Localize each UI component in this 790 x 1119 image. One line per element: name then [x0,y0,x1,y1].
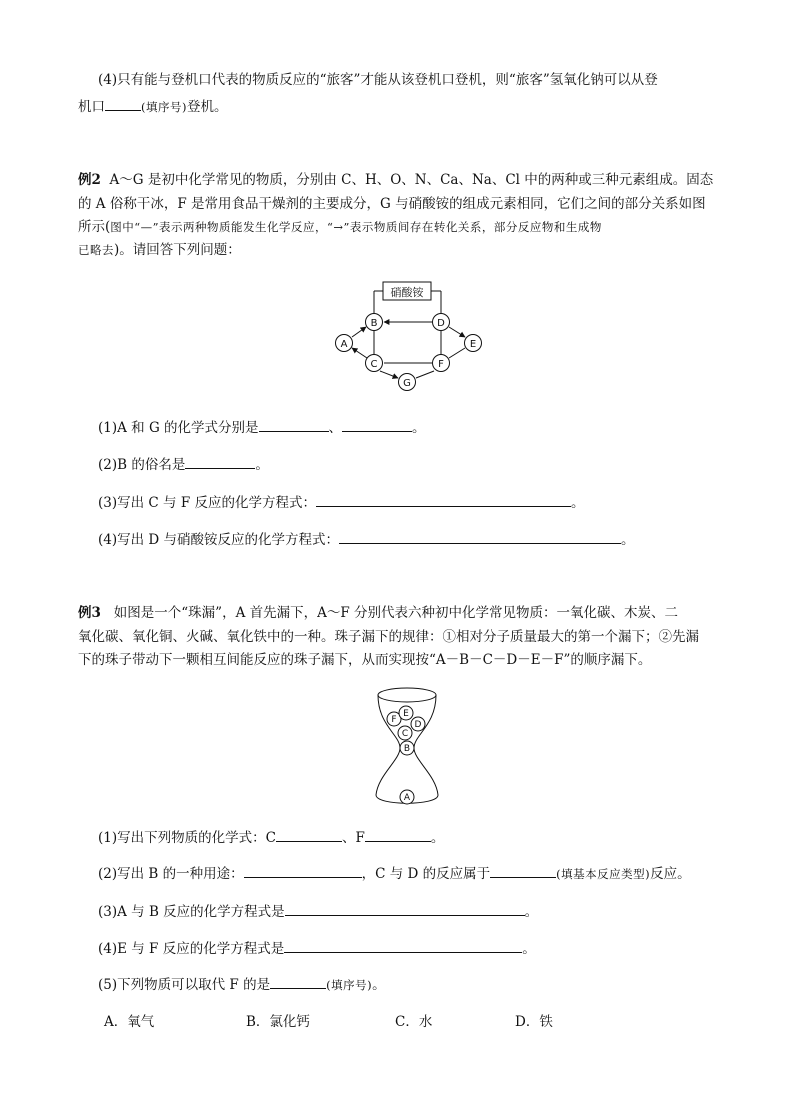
option-d[interactable]: D．铁 [515,1014,553,1030]
svg-text:E: E [469,339,477,350]
ex2-label: 例2 [78,172,101,188]
prev-q4-text: 机口 [78,99,105,115]
ex2-q1: (1)A 和 G 的化学式分别是 、 。 [98,420,426,436]
ex2-q2: (2)B 的俗名是 。 [98,457,269,473]
reaction-diagram [330,278,490,394]
option-c[interactable]: C．水 [395,1014,433,1030]
answer-blank[interactable] [490,865,556,878]
svg-text:E: E [403,709,409,719]
svg-text:F: F [438,359,444,370]
prev-q4-hint: (填序号) [141,100,187,114]
svg-text:F: F [391,715,397,725]
answer-blank[interactable] [339,531,621,544]
ex3-q1: (1)写出下列物质的化学式：C 、F 。 [98,830,445,846]
svg-text:A: A [403,793,411,803]
answer-blank[interactable] [276,829,342,842]
answer-blank[interactable] [365,829,431,842]
ex3-q2: (2)写出 B 的一种用途： ，C 与 D 的反应属于 (填基本反应类型)反应。 [98,866,691,882]
ex2-q3: (3)写出 C 与 F 反应的化学方程式： 。 [98,495,585,511]
answer-blank[interactable] [285,903,525,916]
svg-text:B: B [403,744,411,754]
ex2-note-end: 已略去 [78,243,114,257]
ex2-text1: A～G 是初中化学常见的物质，分别由 C、H、O、N、Ca、Na、Cl 中的两种或三种元素组成。固态 [109,172,714,188]
ex3-q5: (5)下列物质可以取代 F 的是 (填序号)。 [98,977,386,993]
option-a[interactable]: A．氧气 [104,1014,155,1030]
ex2-text4: )。请回答下列问题： [114,242,241,258]
ex2-line3 [78,219,602,237]
bead-hourglass-diagram [370,684,450,810]
ex3-q3: (3)A 与 B 反应的化学方程式是 。 [98,904,539,920]
ex2-q4: (4)写出 D 与硝酸铵反应的化学方程式： 。 [98,532,635,548]
box-label: 硝酸铵 [390,286,424,299]
ex3-q4: (4)E 与 F 反应的化学方程式是 。 [98,941,536,957]
svg-text:A: A [340,339,348,350]
answer-blank[interactable] [316,494,571,507]
ex2-line1 [78,172,713,190]
ex3-label: 例3 [78,605,101,621]
svg-text:C: C [370,359,378,370]
prev-q4-line1: (4)只有能与登机口代表的物质反应的“旅客”才能从该登机口登机，则“旅客”氢氧化钠可以从登 [98,72,658,88]
answer-blank[interactable] [185,456,255,469]
svg-text:D: D [414,720,422,730]
svg-text:G: G [403,378,411,389]
ex2-line2: 的 A 俗称干冰，F 是常用食品干燥剂的主要成分，G 与硝酸铵的组成元素相同，它们之间的部分关系如图 [78,196,706,212]
ex3-line2: 氧化碳、氧化铜、火碱、氧化铁中的一种。珠子漏下的规律：①相对分子质量最大的第一个漏下；②先漏 [78,629,699,645]
answer-blank[interactable] [259,419,329,432]
prev-q4-line2 [78,98,227,117]
svg-text:C: C [401,729,409,739]
answer-blank[interactable] [270,976,326,989]
answer-blank[interactable] [284,940,522,953]
ex2-note: 图中“—”表示两种物质能发生化学反应，“→”表示物质间存在转化关系，部分反应物和生成物 [110,220,602,234]
answer-blank[interactable] [105,98,141,111]
ex3-line3: 下的珠子带动下一颗相互间能反应的珠子漏下，从而实现按“A－B－C－D－E－F”的顺序漏下。 [78,652,652,668]
prev-q4-end: 登机。 [186,99,228,115]
option-b[interactable]: B．氯化钙 [246,1014,310,1030]
ex2-text3: 所示( [78,219,111,235]
answer-blank[interactable] [244,865,362,878]
ex2-line4 [78,242,241,260]
ex3-line1: 例3 如图是一个“珠漏”，A 首先漏下，A～F 分别代表六种初中化学常见物质：一氧化碳、木炭、二 [78,605,679,621]
answer-blank[interactable] [342,419,412,432]
svg-text:D: D [437,318,445,329]
svg-text:B: B [370,318,378,329]
